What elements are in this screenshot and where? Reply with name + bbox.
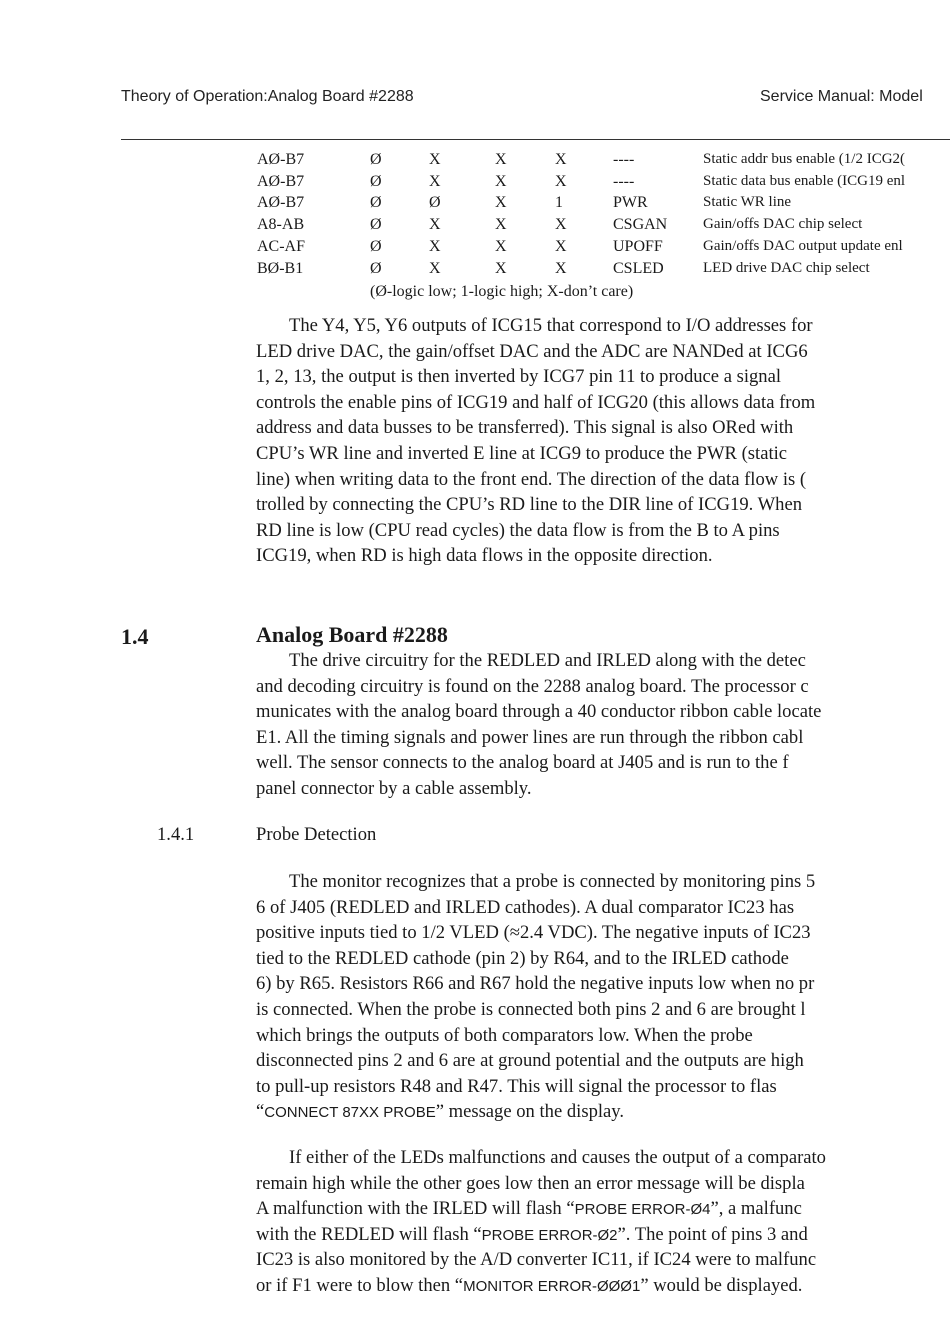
table-cell: A8-AB xyxy=(257,216,305,233)
text-line xyxy=(256,1099,815,1125)
text-line: well. The sensor connects to the analog board at J405 and is run to the f xyxy=(256,752,789,774)
display-message: PROBE ERROR-Ø2 xyxy=(481,1226,618,1244)
table-cell: ---- xyxy=(613,151,635,168)
subsection-title: Probe Detection xyxy=(256,824,377,845)
table-cell: AØ-B7 xyxy=(257,194,305,211)
table-cell: CSGAN xyxy=(613,216,668,233)
table-cell: X xyxy=(495,238,507,255)
table-cell: AØ-B7 xyxy=(257,173,305,190)
text-line: to pull-up resistors R48 and R47. This will signal the processor to flas xyxy=(256,1075,777,1097)
text-run: with the REDLED will flash “ xyxy=(256,1223,482,1245)
table-legend: (Ø-logic low; 1-logic high; X-don’t care) xyxy=(370,283,634,300)
table-cell: X xyxy=(495,173,507,190)
paragraph-probe-detection xyxy=(256,869,815,1125)
table-cell: CSLED xyxy=(613,260,664,277)
text-line: LED drive DAC, the gain/offset DAC and the ADC are NANDed at ICG6 xyxy=(256,340,808,362)
text-line: is connected. When the probe is connected both pins 2 and 6 are brought l xyxy=(256,998,806,1020)
text-line: address and data busses to be transferred). This signal is also ORed with xyxy=(256,417,794,439)
table-cell: Ø xyxy=(370,216,382,233)
table-cell: Ø xyxy=(370,260,382,277)
text-line: If either of the LEDs malfunctions and causes the output of a comparato xyxy=(289,1147,826,1168)
table-cell: X xyxy=(555,173,567,190)
text-line: disconnected pins 2 and 6 are at ground potential and the outputs are high xyxy=(256,1050,804,1072)
table-cell: X xyxy=(555,216,567,233)
page-header-right: Service Manual: Model xyxy=(760,88,923,105)
section-number: 1.4 xyxy=(121,624,149,649)
table-cell: Ø xyxy=(429,194,441,211)
display-message: PROBE ERROR-Ø4 xyxy=(574,1201,711,1219)
table-cell: X xyxy=(429,216,441,233)
section-title: Analog Board #2288 xyxy=(256,622,448,647)
table-cell: Ø xyxy=(370,173,382,190)
text-line: The monitor recognizes that a probe is connected by monitoring pins 5 xyxy=(289,871,816,892)
paragraph-analog-board xyxy=(256,648,821,802)
table-cell: 1 xyxy=(555,194,563,211)
text-line: controls the enable pins of ICG19 and half of ICG20 (this allows data from xyxy=(256,391,816,413)
text-line: RD line is low (CPU read cycles) the data flow is from the B to A pins xyxy=(256,519,780,541)
table-cell: X xyxy=(555,260,567,277)
table-cell: Static data bus enable (ICG19 enl xyxy=(703,173,906,189)
table-cell: X xyxy=(495,216,507,233)
table-cell: Ø xyxy=(370,151,382,168)
text-run: ”, a malfunc xyxy=(710,1198,802,1220)
table-cell: X xyxy=(495,260,507,277)
text-line: E1. All the timing signals and power lines are run through the ribbon cabl xyxy=(256,726,804,748)
table-cell: X xyxy=(555,238,567,255)
text-line: municates with the analog board through a 40 conductor ribbon cable locate xyxy=(256,701,822,723)
text-run: ”. The point of pins 3 and xyxy=(617,1223,808,1245)
table-cell: X xyxy=(429,173,441,190)
table-cell: Ø xyxy=(370,238,382,255)
table-cell: X xyxy=(495,194,507,211)
text-line: IC23 is also monitored by the A/D converter IC11, if IC24 were to malfunc xyxy=(256,1249,817,1271)
table-cell: X xyxy=(429,151,441,168)
text-line: The drive circuitry for the REDLED and IRLED along with the detec xyxy=(289,650,806,671)
text-line: and decoding circuitry is found on the 2288 analog board. The processor c xyxy=(256,675,809,697)
text-line: ICG19, when RD is high data flows in the opposite direction. xyxy=(256,545,713,567)
text-line: 6 of J405 (REDLED and IRLED cathodes). A dual comparator IC23 has xyxy=(256,896,795,918)
text-run: ” message on the display. xyxy=(435,1101,625,1123)
text-line: which brings the outputs of both comparators low. When the probe xyxy=(256,1024,753,1046)
table-cell: LED drive DAC chip select xyxy=(703,260,870,276)
text-line xyxy=(256,1273,826,1299)
table-cell: Gain/offs DAC chip select xyxy=(703,216,863,232)
display-message: MONITOR ERROR-ØØØ1 xyxy=(463,1277,641,1295)
table-cell: Ø xyxy=(370,194,382,211)
text-line: line) when writing data to the front end. The direction of the data flow is ( xyxy=(256,468,807,490)
table-cell: X xyxy=(495,151,507,168)
table-cell: Static addr bus enable (1/2 ICG2( xyxy=(703,151,906,167)
text-line: 1, 2, 13, the output is then inverted by ICG7 pin 11 to produce a signal xyxy=(256,366,782,388)
text-run: ” would be displayed. xyxy=(640,1274,803,1296)
text-line xyxy=(256,1196,826,1222)
text-line: remain high while the other goes low then an error message will be displa xyxy=(256,1172,805,1194)
text-run: A malfunction with the IRLED will flash “ xyxy=(256,1198,575,1220)
header-rule xyxy=(121,139,950,140)
page-header-left: Theory of Operation:Analog Board #2288 xyxy=(121,88,414,105)
table-cell: X xyxy=(429,238,441,255)
table-cell: AØ-B7 xyxy=(257,151,305,168)
paragraph-io-decoding xyxy=(256,313,815,569)
text-line: positive inputs tied to 1/2 VLED (≈2.4 VDC). The negative inputs of IC23 xyxy=(256,922,811,944)
text-line: panel connector by a cable assembly. xyxy=(256,777,532,799)
table-cell: UPOFF xyxy=(613,238,663,255)
table-cell: PWR xyxy=(613,194,648,211)
table-cell: AC-AF xyxy=(257,238,306,255)
table-cell: BØ-B1 xyxy=(257,260,304,277)
text-run: “ xyxy=(256,1101,265,1123)
display-message: CONNECT 87XX PROBE xyxy=(264,1104,436,1122)
text-line: tied to the REDLED cathode (pin 2) by R64, and to the IRLED cathode xyxy=(256,947,789,969)
paragraph-error-messages xyxy=(256,1145,826,1299)
table-cell: X xyxy=(555,151,567,168)
subsection-number: 1.4.1 xyxy=(157,824,195,845)
table-cell: X xyxy=(429,260,441,277)
text-line: 6) by R65. Resistors R66 and R67 hold the negative inputs low when no pr xyxy=(256,973,815,995)
text-line: trolled by connecting the CPU’s RD line to the DIR line of ICG19. When xyxy=(256,494,803,516)
text-run: or if F1 were to blow then “ xyxy=(256,1274,464,1296)
table-cell: Static WR line xyxy=(703,194,792,210)
text-line: CPU’s WR line and inverted E line at ICG9 to produce the PWR (static xyxy=(256,442,788,464)
table-cell: ---- xyxy=(613,173,635,190)
text-line xyxy=(256,1222,826,1248)
text-line: The Y4, Y5, Y6 outputs of ICG15 that correspond to I/O addresses for xyxy=(289,315,813,336)
table-cell: Gain/offs DAC output update enl xyxy=(703,238,903,254)
